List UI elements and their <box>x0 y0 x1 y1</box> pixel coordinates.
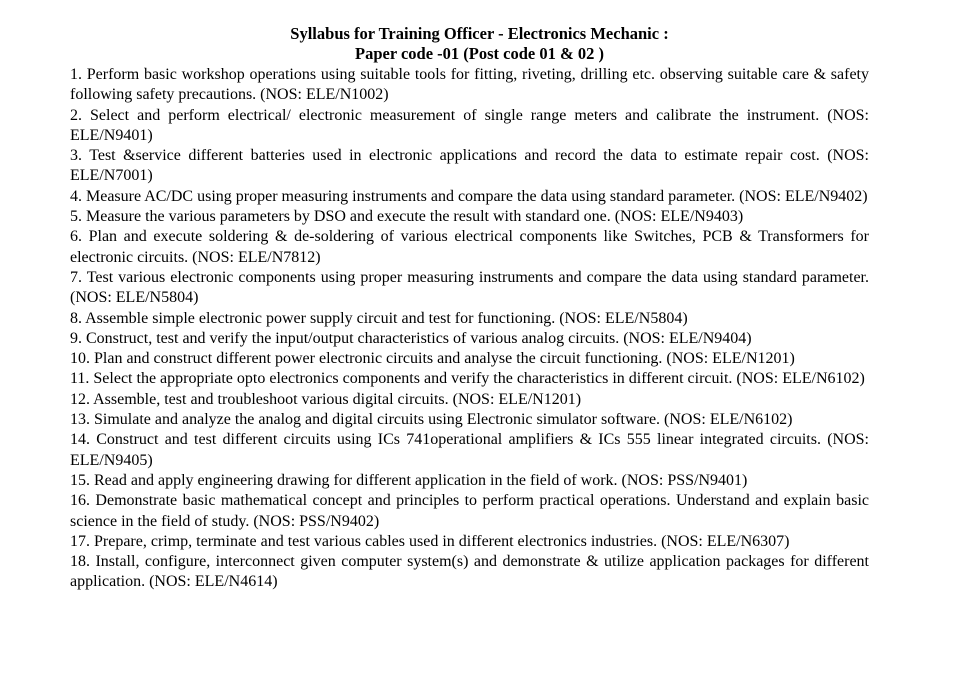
syllabus-item: 16. Demonstrate basic mathematical concept and principles to perform practical operations. Understand and explain basic science in the field of study. (NOS: PSS/N9402) <box>70 492 869 530</box>
syllabus-item: 13. Simulate and analyze the analog and digital circuits using Electronic simulator software. (NOS: ELE/N6102) <box>70 411 793 429</box>
syllabus-item: 11. Select the appropriate opto electronics components and verify the characteristics in different circuit. (NOS: ELE/N6102) <box>70 370 865 388</box>
syllabus-item: 3. Test &service different batteries used in electronic applications and record the data to estimate repair cost. (NOS: ELE/N7001) <box>70 147 869 185</box>
syllabus-item: 6. Plan and execute soldering & de-soldering of various electrical components like Switches, PCB & Transformers for electronic circuits. (NOS: ELE/N7812) <box>70 228 869 266</box>
syllabus-item: 4. Measure AC/DC using proper measuring instruments and compare the data using standard parameter. (NOS: ELE/N9402) <box>70 187 868 205</box>
document-title <box>0 24 953 64</box>
syllabus-item: 7. Test various electronic components using proper measuring instruments and compare the data using standard parameter. (NOS: ELE/N5804) <box>70 268 869 307</box>
syllabus-item: 5. Measure the various parameters by DSO and execute the result with standard one. (NOS: ELE/N9403) <box>70 208 744 226</box>
syllabus-item: 8. Assemble simple electronic power supply circuit and test for functioning. (NOS: ELE/N5804) <box>70 309 688 327</box>
syllabus-page <box>0 24 953 591</box>
syllabus-item: 15. Read and apply engineering drawing for different application in the field of work. (NOS: PSS/N9401) <box>70 471 748 489</box>
title-line-1: Syllabus for Training Officer - Electronics Mechanic : <box>290 24 669 43</box>
syllabus-item: 9. Construct, test and verify the input/output characteristics of various analog circuits. (NOS: ELE/N9404) <box>70 329 752 347</box>
syllabus-list <box>70 65 869 593</box>
title-line-2: Paper code -01 (Post code 01 & 02 ) <box>355 44 604 63</box>
syllabus-item: 17. Prepare, crimp, terminate and test various cables used in different electronics industries. (NOS: ELE/N6307) <box>70 532 790 550</box>
syllabus-item: 18. Install, configure, interconnect given computer system(s) and demonstrate & utilize application packages for different application. (NOS: ELE/N4614) <box>70 553 869 591</box>
syllabus-item: 10. Plan and construct different power electronic circuits and analyse the circuit functioning. (NOS: ELE/N1201) <box>70 350 795 368</box>
syllabus-item: 12. Assemble, test and troubleshoot various digital circuits. (NOS: ELE/N1201) <box>70 390 582 408</box>
syllabus-item: 1. Perform basic workshop operations using suitable tools for fitting, riveting, drilling etc. observing suitable care & safety following safety precautions. (NOS: ELE/N1002) <box>70 66 869 104</box>
syllabus-item: 2. Select and perform electrical/ electronic measurement of single range meters and calibrate the instrument. (NOS: ELE/N9401) <box>70 106 869 144</box>
syllabus-item: 14. Construct and test different circuits using ICs 741operational amplifiers & ICs 555 linear integrated circuits. (NOS: ELE/N9405) <box>70 431 869 469</box>
